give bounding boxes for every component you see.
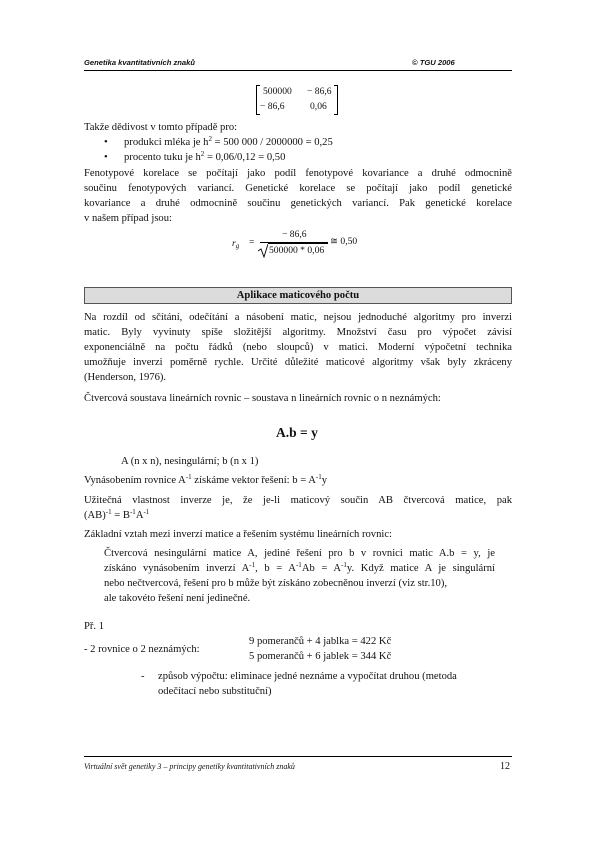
- text-line: nebo nečtvercová, řešení pro b může být získáno zobecněnou inverzí (viz str.10),: [104, 578, 447, 590]
- matrix-cell: − 86,6: [307, 86, 332, 97]
- matrix-right-bracket: [334, 85, 338, 115]
- zakladni-text: Základní vztah mezi inverzí matice a řešením systému lineárních rovnic:: [84, 529, 392, 540]
- uzitecna-paragraph: [84, 493, 512, 523]
- soustava-text: Čtvercová soustava lineárních rovnic – soustava n lineárních rovnic o n neznámých:: [84, 393, 441, 404]
- formula-lhs: $r_g$: [232, 238, 240, 250]
- text-line: exponenciálně na počtu řádků (nebo sloupců) v matici. Moderní výpočetní technika: [84, 342, 512, 354]
- text-line: Čtvercová nesingulární matice A, jediné řešení pro b v rovnici matic A.b = y, je: [104, 548, 495, 559]
- formula-denominator: 500000 * 0,06: [269, 245, 325, 256]
- example-label: - 2 rovnice o 2 neznámých:: [84, 644, 200, 655]
- page-header: [84, 55, 512, 71]
- example-equation-2: 5 pomerančů + 6 jablek = 344 Kč: [249, 651, 392, 662]
- vynasobenim-text: Vynásobením rovnice $A^{-1}$ získáme vektor řešení: $b = A^{-1}y$: [84, 473, 328, 486]
- text-line: $(AB)^{-1} = B^{-1}A^{-1}$: [84, 508, 150, 522]
- text-line: Na rozdíl od sčítání, odečítání a násobení matic, nejsou jednoduché algoritmy pro inverzi: [84, 312, 512, 323]
- formula-numerator: − 86,6: [282, 229, 307, 240]
- text-line: matic. Byly vyvinuty spíše složitější algoritmy. Množství času pro výpočet závisí: [84, 327, 512, 339]
- correlation-formula: [232, 228, 372, 262]
- text-line: Užitečná vlastnost inverze je, že je-li maticový součin AB čtvercová matice, pak: [84, 495, 512, 506]
- method-line-1: způsob výpočtu: eliminace jedné neznáme a vypočítat druhou (metoda: [158, 671, 457, 682]
- header-copyright: © TGU 2006: [412, 58, 455, 67]
- dimensions-text: A (n x n), nesingulární; b (n x 1): [121, 456, 259, 467]
- bullet-text: produkci mléka je $h^2 = 500$ 000 / 2000000 = 0,25: [124, 135, 333, 148]
- square-root-icon: [258, 243, 268, 258]
- page-footer: [84, 756, 512, 776]
- matrix-cell: − 86,6: [260, 101, 285, 112]
- matrix-cell: 0,06: [310, 101, 327, 112]
- text-line: umožňuje inverzi poměrně rychle. Určité důležité maticové algoritmy však byly zkráceny: [84, 357, 512, 369]
- method-line-2: odečítací nebo substituční): [158, 686, 272, 697]
- text-line: získáno vynásobením inverzí $A^{-1}$, $b = A^{-1}Ab = A^{-1}y$. Když matice A je singulární: [104, 561, 495, 575]
- text-line: Fenotypové korelace se počítají jako podíl fenotypové kovariance a druhé odmocnině: [84, 168, 512, 179]
- intro-text: Takže dědivost v tomto případě pro:: [84, 122, 238, 133]
- formula-result: ≅ 0,50: [330, 236, 358, 247]
- bullet-icon: •: [104, 137, 108, 148]
- footer-title: Virtuální svět genetiky 3 – principy genetiky kvantitativních znaků: [84, 762, 295, 771]
- text-line: ale takovéto řešení není jedinečné.: [104, 593, 251, 605]
- covariance-matrix: [256, 85, 338, 115]
- quote-block: [104, 546, 495, 606]
- aplikace-paragraph: [84, 310, 512, 385]
- example-title: Př. 1: [84, 621, 105, 632]
- example-equation-1: 9 pomerančů + 4 jablka = 422 Kč: [249, 636, 392, 647]
- text-line: kovariance a druhé odmocnině součinu genetických variancí. Pak genetické korelace: [84, 198, 512, 210]
- korelace-paragraph: [84, 166, 512, 226]
- equation: A.b = y: [276, 425, 318, 440]
- text-line: (Henderson, 1976).: [84, 372, 167, 384]
- dash-marker: -: [141, 671, 145, 682]
- formula-equals: =: [249, 237, 255, 248]
- bullet-icon: •: [104, 152, 108, 163]
- matrix-cell: 500000: [263, 86, 292, 97]
- section-heading: Aplikace maticového počtu: [84, 287, 512, 304]
- text-line: v našem případ jsou:: [84, 213, 172, 225]
- text-line: součinu fenotypových variancí. Genetické korelace se počítají jako podíl genetické: [84, 183, 512, 195]
- bullet-text: procento tuku je $h^2 = 0,06/0,12 = 0,50$: [124, 150, 286, 163]
- header-title: Genetika kvantitativních znaků: [84, 58, 195, 67]
- page-number: 12: [500, 761, 510, 772]
